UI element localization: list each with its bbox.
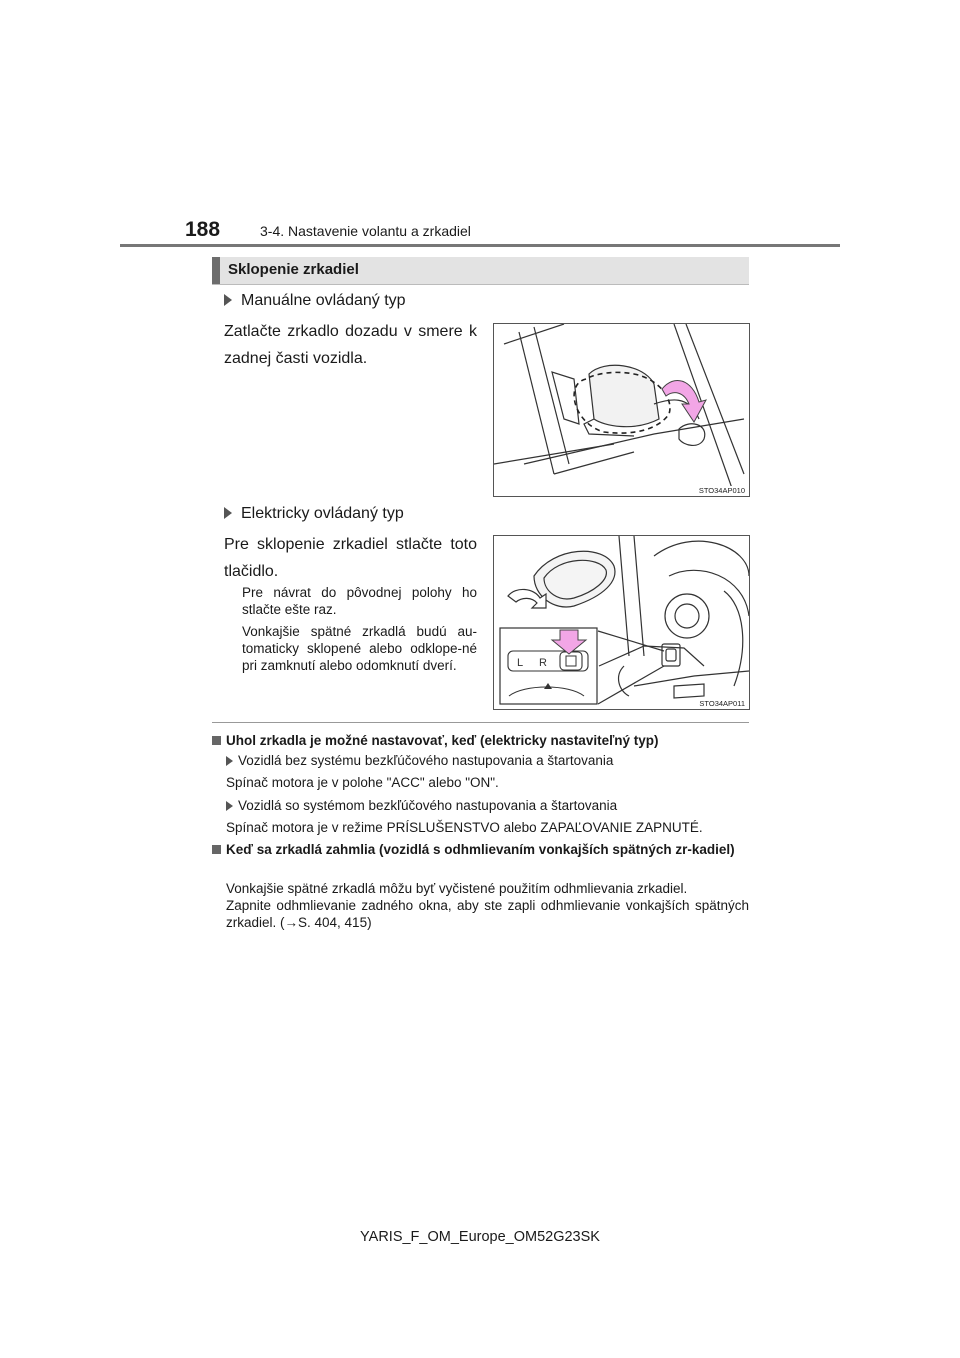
triangle-bullet-icon <box>226 756 233 766</box>
electric-mirror-figure <box>493 535 750 710</box>
triangle-bullet-icon <box>224 294 232 306</box>
electric-note-return: Pre návrat do pôvodnej polohy ho stlačte ešte raz. <box>242 585 477 617</box>
section-heading-text: Sklopenie zrkadiel <box>228 261 359 278</box>
note-angle-heading <box>212 732 749 749</box>
manual-type-heading <box>224 292 406 310</box>
figure-caption-manual: STO34AP010 <box>698 486 745 495</box>
note-with-system-text: Vozidlá so systémom bezkľúčového nastupovania a štartovania <box>238 798 618 813</box>
switch-left-label: L <box>517 657 524 669</box>
square-bullet-icon <box>212 845 221 854</box>
note-with-system-body: Spínač motora je v režime PRÍSLUŠENSTVO alebo ZAPAĽOVANIE ZAPNUTÉ. <box>226 820 703 835</box>
note-fog-heading <box>212 841 749 858</box>
note-fog-body-2 <box>226 897 749 931</box>
manual-type-text: Zatlačte zrkadlo dozadu v smere k zadnej časti vozidla. <box>224 323 477 367</box>
mirror-fold-illustration <box>494 324 749 496</box>
reference-arrow-icon: → <box>284 915 299 930</box>
notes-divider <box>212 722 749 723</box>
triangle-bullet-icon <box>224 507 232 519</box>
square-bullet-icon <box>212 736 221 745</box>
header-divider <box>120 244 840 247</box>
note-without-system-body: Spínač motora je v polohe "ACC" alebo "ON". <box>226 775 499 790</box>
note-without-system <box>226 752 613 769</box>
manual-type-label: Manuálne ovládaný typ <box>241 292 406 309</box>
page-reference: S. 404, 415) <box>298 915 372 930</box>
electric-type-text: Pre sklopenie zrkadiel stlačte toto tlačidlo. <box>224 536 477 580</box>
chapter-title: 3-4. Nastavenie volantu a zrkadiel <box>260 223 471 239</box>
note-without-system-text: Vozidlá bez systému bezkľúčového nastupovania a štartovania <box>238 753 614 768</box>
manual-mirror-figure <box>493 323 750 497</box>
page-number: 188 <box>185 218 221 241</box>
note-fog-body-1: Vonkajšie spätné zrkadlá môžu byť vyčistené použitím odhmlievania zrkadiel. <box>226 881 688 896</box>
note-with-system <box>226 797 617 814</box>
note-fog-body-2-text: Zapnite odhmlievanie zadného okna, aby ste zapli odhmlievanie vonkajších spätných zrkadiel. ( <box>226 898 749 930</box>
footer-doc-id: YARIS_F_OM_Europe_OM52G23SK <box>360 1229 600 1245</box>
note-angle-heading-text: Uhol zrkadla je možné nastavovať, keď (elektricky nastaviteľný typ) <box>226 733 659 748</box>
section-heading <box>212 257 749 284</box>
figure-caption-electric: STO34AP011 <box>699 699 745 708</box>
section-heading-rule <box>212 284 749 285</box>
mirror-switch-illustration <box>494 536 749 709</box>
switch-right-label: R <box>539 657 547 669</box>
note-fog-heading-text: Keď sa zrkadlá zahmlia (vozidlá s odhmlievaním vonkajších spätných zr-kadiel) <box>226 842 735 857</box>
electric-type-heading <box>224 505 404 523</box>
electric-type-label: Elektricky ovládaný typ <box>241 505 404 522</box>
triangle-bullet-icon <box>226 801 233 811</box>
electric-note-auto: Vonkajšie spätné zrkadlá budú au-tomaticky sklopené alebo odklope-né pri zamknutí alebo odomknutí dverí. <box>242 624 477 673</box>
section-heading-bar <box>212 257 220 284</box>
